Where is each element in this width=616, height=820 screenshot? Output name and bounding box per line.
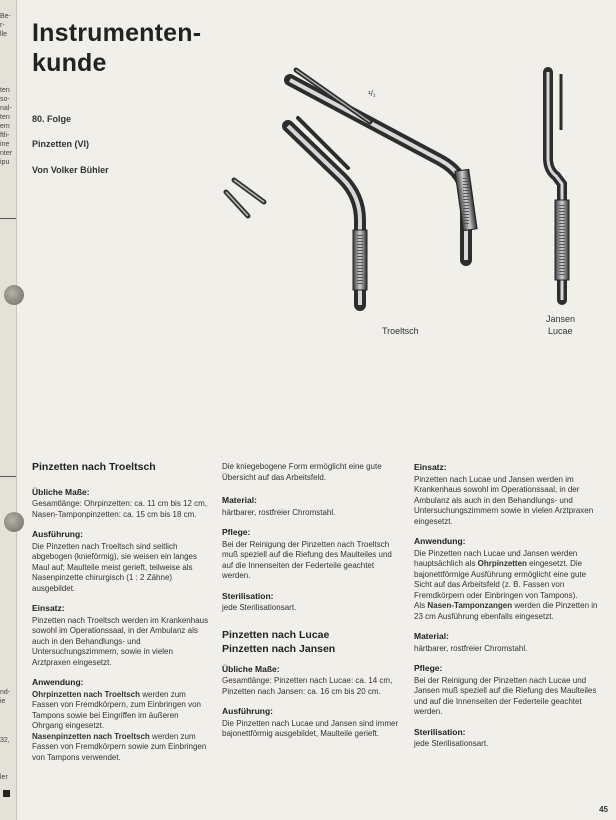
- paragraph: Die Pinzetten nach Lucae und Jansen sind immer bajonettförmig ausgebildet, Maulteile gerieft.: [222, 718, 399, 738]
- lucae-jansen-forceps: [548, 72, 569, 300]
- scale-mark: ¹/₁: [368, 89, 376, 98]
- title-line: Instrumenten-: [32, 19, 202, 47]
- subheading: Material:: [414, 631, 449, 641]
- bleed-line: ftli-: [0, 132, 10, 139]
- subheading: Anwendung:: [414, 536, 466, 546]
- section-heading: Pinzetten nach Troeltsch: [32, 461, 156, 473]
- title-line: kunde: [32, 49, 107, 77]
- text-span: Die Pinzetten nach Lucae und Jansen werden hauptsächlich als: [414, 548, 578, 568]
- edge-rule: [0, 218, 16, 219]
- heading-line: Pinzetten nach Lucae: [222, 628, 330, 641]
- paragraph: Pinzetten nach Lucae und Jansen werden im Krankenhaus sowohl im Operationssaal, in der Ambulanz als auch in den Behandlungs- und Untersuchungszimmern sowie in vielen Arztpraxen eingesetzt.: [414, 474, 594, 526]
- paragraph: härtbarer, rostfreier Chromstahl.: [414, 643, 528, 653]
- caption-troeltsch: Troeltsch: [382, 326, 419, 336]
- bleed-line: nd-: [0, 689, 11, 696]
- bleed-line: ipu: [0, 159, 10, 166]
- paragraph: härtbarer, rostfreier Chromstahl.: [222, 507, 336, 517]
- bleed-line: em: [0, 123, 10, 130]
- subheading: Pflege:: [414, 663, 443, 673]
- page-number: 45: [599, 805, 608, 814]
- page-title: [32, 18, 201, 78]
- heading-line: Pinzetten nach Jansen: [222, 642, 336, 655]
- bleed-text-low: [0, 688, 14, 782]
- troeltsch-forceps-large: [290, 70, 477, 260]
- text-span: werden die Pinzetten in 23 cm Ausführung ebenfalls eingesetzt.: [414, 601, 598, 621]
- text-column-1: [32, 462, 210, 772]
- bleed-line: Be-: [0, 13, 11, 20]
- binding-strip: [0, 0, 17, 820]
- paragraph: Gesamtlänge: Ohrpinzetten: ca. 11 cm bis 12 cm, Nasen-Tamponpinzetten: ca. 15 cm bis 18 cm.: [32, 499, 208, 519]
- punch-hole: [4, 512, 24, 532]
- bleed-line: ie: [0, 698, 6, 705]
- paragraph: jede Sterilisationsart.: [414, 739, 489, 748]
- subheading: Sterilisation:: [414, 726, 466, 737]
- subheading: Übliche Maße:: [222, 663, 280, 674]
- paragraph: Bei der Reinigung der Pinzetten nach Troeltsch muß speziell auf die Riefung des Maulteiles und auf die Innenseiten der Federteile geachtet werden.: [222, 539, 392, 580]
- troeltsch-forceps: [288, 118, 367, 305]
- paragraph: Bei der Reinigung der Pinzetten nach Lucae und Jansen muß speziell auf die Riefung des Maulteiles und auf die Innenseiten der Federteile geachtet werden.: [414, 675, 597, 716]
- punch-hole: [4, 285, 24, 305]
- bleed-line: 32,: [0, 737, 10, 744]
- bold-term: Ohrpinzetten: [477, 559, 527, 568]
- paragraph: Die kniegebogene Form ermöglicht eine gute Übersicht auf das Arbeitsfeld.: [222, 462, 382, 482]
- paragraph: [32, 732, 210, 764]
- bleed-line: ler: [0, 774, 8, 781]
- bold-term: Nasenpinzetten nach Troeltsch: [32, 731, 150, 741]
- paragraph: Pinzetten nach Troeltsch werden im Krankenhaus sowohl im Operationssaal, in der Ambulanz als auch in den Behandlungs- und Untersuchungszimmern, sowie in vielen Arztpraxen eingesetzt.: [32, 615, 209, 667]
- paragraph: [414, 601, 598, 622]
- edge-square-mark: [3, 790, 10, 797]
- subheading: Pflege:: [222, 527, 251, 537]
- bleed-line: nter: [0, 150, 13, 157]
- bleed-line: lle: [0, 31, 8, 38]
- section-heading: [222, 628, 402, 656]
- topic-label: Pinzetten (VI): [32, 139, 90, 149]
- subheading: Übliche Maße:: [32, 486, 90, 497]
- text-span: werden zum Fassen von Fremdkörpern, zum Einbringen von Tampons sowie bei Eingriffen im äußeren Ohrgang eingesetzt.: [32, 689, 201, 730]
- series-label: 80. Folge: [32, 114, 72, 124]
- edge-rule: [0, 476, 16, 477]
- bleed-line: ine: [0, 141, 10, 148]
- bleed-text-mid: [0, 86, 14, 167]
- bleed-line: nal-: [0, 105, 12, 112]
- text-span: werden zum Fassen von Fremdkörpern sowie zum Einbringen von Tampons verwendet.: [32, 731, 207, 762]
- paragraph: Die Pinzetten nach Troeltsch sind seitlich abgebogen (knieförmig), sie weisen ein langes Maul auf; Maulteile meist gerieft, teilweise als Nasenpinzette chirurgisch (1 : 2 Zähne) ausgebildet.: [32, 541, 197, 593]
- paragraph: jede Sterilisationsart.: [222, 603, 297, 612]
- bleed-line: ten: [0, 87, 10, 94]
- subheading: Einsatz:: [32, 603, 65, 613]
- text-span: eingesetzt. Die bajonettförmige Ausführung ermöglicht eine gute Sicht auf das Arbeitsfeld (z. B. Fassen von Fremdkörpern oder Einbringen von Tampons).: [414, 559, 587, 600]
- bleed-text-top: [0, 12, 14, 39]
- subheading: Ausführung:: [32, 529, 83, 539]
- subheading: Sterilisation:: [222, 590, 274, 601]
- forceps-tip-small: [226, 180, 264, 216]
- caption-jansen: Jansen: [546, 314, 576, 324]
- subheading: Material:: [222, 495, 257, 505]
- bleed-line: ten: [0, 114, 10, 121]
- forceps-illustration: [200, 50, 600, 350]
- bleed-line: so-: [0, 96, 10, 103]
- bold-term: Nasen-Tamponzangen: [427, 601, 513, 610]
- subheading: Ausführung:: [222, 706, 273, 716]
- text-column-2: [222, 462, 402, 749]
- paragraph: [32, 690, 210, 732]
- subheading: Anwendung:: [32, 677, 84, 687]
- subheading: Einsatz:: [414, 462, 447, 472]
- bold-term: Ohrpinzetten nach Troeltsch: [32, 689, 141, 699]
- text-column-3: [414, 462, 598, 759]
- paragraph: Gesamtlänge: Pinzetten nach Lucae: ca. 14 cm, Pinzetten nach Jansen: ca. 16 cm bis 20 cm.: [222, 676, 393, 696]
- paragraph: [414, 549, 598, 602]
- author-label: Von Volker Bühler: [32, 165, 109, 175]
- caption-lucae: Lucae: [548, 326, 573, 336]
- bleed-line: r-: [0, 22, 5, 29]
- text-span: Als: [414, 601, 428, 610]
